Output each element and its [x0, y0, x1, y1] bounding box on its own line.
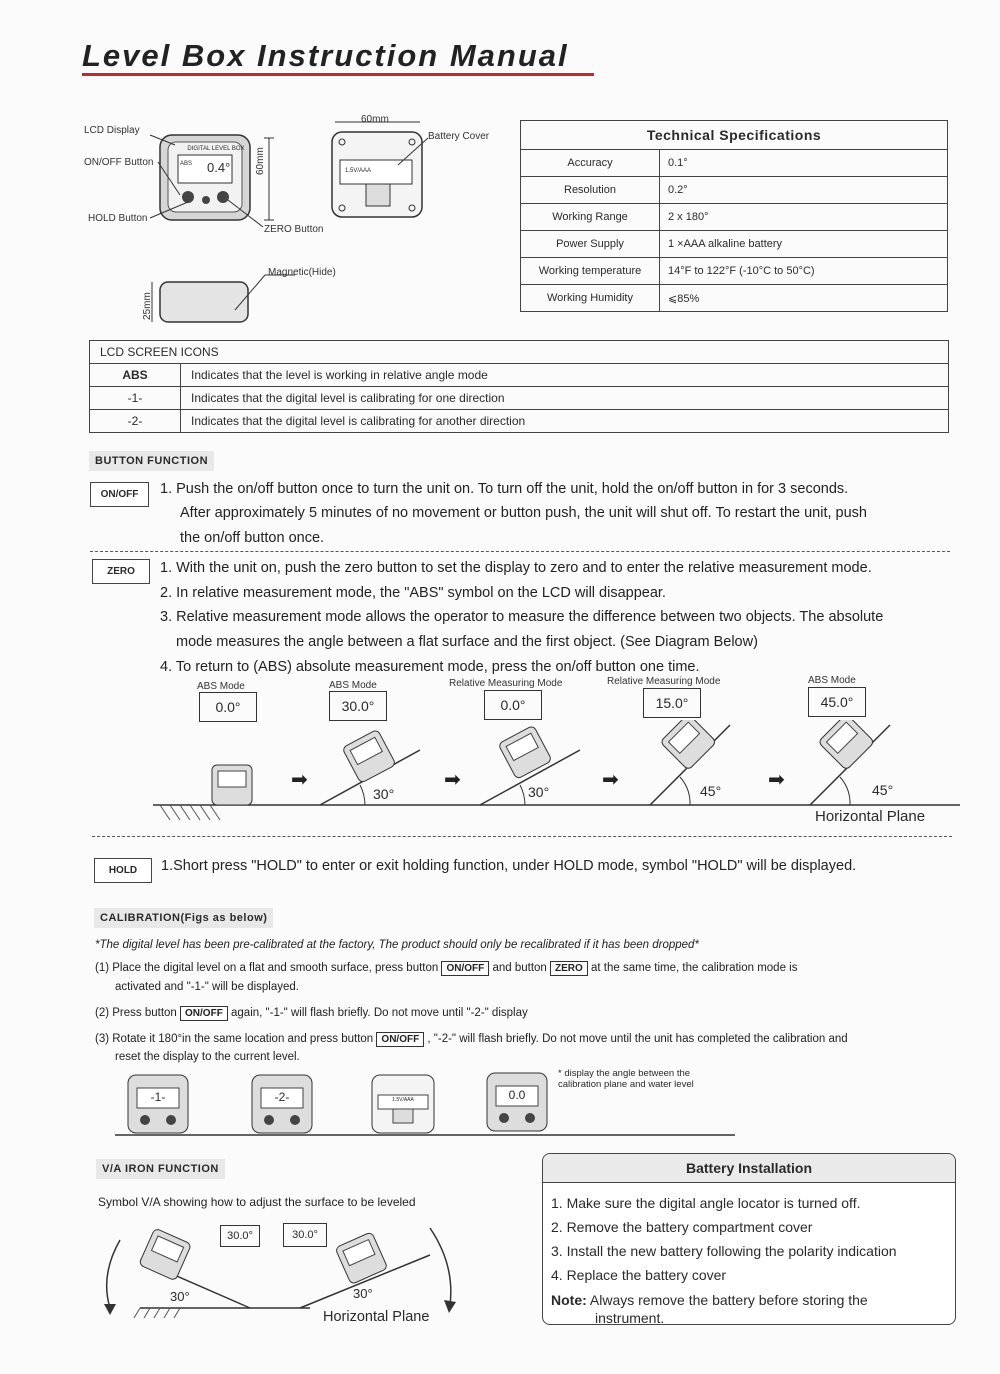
iron-display: 30.0° [283, 1223, 327, 1247]
battery-cover-label: Battery Cover [428, 131, 490, 142]
svg-text:➡: ➡ [291, 769, 308, 791]
horizontal-plane-label: Horizontal Plane [815, 808, 926, 825]
angle-label: 45° [872, 782, 894, 798]
table-row [521, 231, 948, 258]
list-item: 4. Replace the battery cover [551, 1267, 727, 1283]
table-row [521, 150, 948, 177]
spec-value: 14°F to 122°F (-10°C to 50°C) [660, 258, 948, 285]
svg-text:➡: ➡ [444, 769, 461, 791]
table-row [521, 177, 948, 204]
mode-label: ABS Mode [329, 680, 377, 691]
mode-display: 45.0° [808, 687, 866, 717]
spec-key: Resolution [521, 177, 660, 204]
mode-label: Relative Measuring Mode [607, 676, 721, 687]
spec-key: Working Humidity [521, 285, 660, 312]
onoff-line-2: After approximately 5 minutes of no movement or button push, the unit will shut off. To restart the unit, push [180, 505, 867, 521]
spec-key: Working Range [521, 204, 660, 231]
lcd-icons-heading: LCD SCREEN ICONS [90, 341, 949, 364]
icon-desc: Indicates that the digital level is calibrating for one direction [181, 387, 949, 410]
icon-key: ABS [90, 364, 181, 387]
table-row [521, 204, 948, 231]
step-text: at the same time, the calibration mode is [591, 962, 798, 974]
iron-symbol-line: Symbol V/A showing how to adjust the surface to be leveled [98, 1195, 416, 1209]
step-text: , "-2-" will flash briefly. Do not move until the unit has completed the calibration and [427, 1033, 848, 1045]
battery-heading: Battery Installation [543, 1154, 955, 1183]
table-row [90, 364, 949, 387]
calibration-fig-reading: -1- [150, 1090, 166, 1104]
table-row [521, 258, 948, 285]
button-function-heading: BUTTON FUNCTION [89, 451, 214, 471]
list-item: 2. Remove the battery compartment cover [551, 1219, 813, 1235]
calibration-step-3-cont: reset the display to the current level. [115, 1051, 300, 1063]
onoff-line-3: the on/off button once. [180, 530, 325, 546]
calibration-fig-note: * display the angle between the calibration plane and water level [558, 1068, 694, 1090]
inline-onoff-button: ON/OFF [376, 1032, 424, 1047]
calibration-step-1 [95, 961, 797, 976]
page-title: Level Box Instruction Manual [82, 38, 569, 73]
depth-dimension: 25mm [142, 292, 153, 320]
step-text: again, "-1-" will flash briefly. Do not move until "-2-" display [231, 1007, 528, 1019]
calibration-step-3 [95, 1032, 848, 1047]
onoff-button-label: ON/OFF Button [84, 157, 154, 168]
device-abs: ABS [180, 161, 193, 167]
table-row [521, 285, 948, 312]
calibration-fig-battery: 1.5V/AAA [392, 1097, 414, 1103]
zero-button-label: ZERO Button [264, 224, 324, 235]
device-battery-label: 1.5V/AAA [345, 168, 372, 174]
note-label: Note: [551, 1292, 587, 1308]
specs-heading: Technical Specifications [521, 121, 948, 150]
battery-installation-box [542, 1153, 956, 1325]
spec-key: Power Supply [521, 231, 660, 258]
inline-zero-button: ZERO [550, 961, 588, 976]
battery-steps [543, 1191, 955, 1287]
iron-display: 30.0° [220, 1225, 260, 1247]
zero-line-2: 2. In relative measurement mode, the "ABS" symbol on the LCD will disappear. [160, 585, 666, 601]
step-text: and button [492, 962, 547, 974]
device-brand: DIGITAL LEVEL BOX [187, 146, 245, 152]
icon-desc: Indicates that the level is working in relative angle mode [181, 364, 949, 387]
divider [90, 551, 950, 552]
mode-label: ABS Mode [197, 681, 245, 692]
title-underline [82, 73, 594, 76]
zero-line-3: 3. Relative measurement mode allows the operator to measure the difference between two objects. The absolute [160, 609, 884, 625]
iron-function-heading: V/A IRON FUNCTION [96, 1159, 225, 1179]
iron-horizontal-plane: Horizontal Plane [323, 1309, 430, 1325]
spec-value: 2 x 180° [660, 204, 948, 231]
angle-label: 30° [528, 784, 550, 800]
zero-button-box: ZERO [92, 559, 150, 584]
calibration-note: *The digital level has been pre-calibrated at the factory, The product should only be recalibrated if it has been dropped* [95, 939, 699, 951]
table-row [90, 410, 949, 433]
divider [92, 836, 952, 837]
hold-button-box: HOLD [94, 858, 152, 883]
lcd-icons-table [89, 340, 949, 433]
hold-line: 1.Short press "HOLD" to enter or exit holding function, under HOLD mode, symbol "HOLD" will be displayed. [161, 858, 857, 874]
spec-key: Accuracy [521, 150, 660, 177]
mode-display: 0.0° [199, 692, 257, 722]
calibration-step-1-cont: activated and "-1-" will be displayed. [115, 981, 299, 993]
lcd-display-label: LCD Display [84, 125, 140, 136]
mode-display: 30.0° [329, 691, 387, 721]
calibration-fig-reading: -2- [274, 1090, 290, 1104]
svg-text:➡: ➡ [768, 769, 785, 791]
mode-display: 15.0° [643, 688, 701, 718]
svg-text:➡: ➡ [602, 769, 619, 791]
table-row [90, 387, 949, 410]
zero-line-5: 4. To return to (ABS) absolute measurement mode, press the on/off button one time. [160, 659, 700, 675]
step-text: (1) Place the digital level on a flat and smooth surface, press button [95, 962, 439, 974]
step-text: (2) Press button [95, 1007, 177, 1019]
spec-value: 0.2° [660, 177, 948, 204]
onoff-button-box: ON/OFF [90, 482, 149, 507]
magnetic-label: Magnetic(Hide) [268, 267, 336, 278]
calibration-step-2 [95, 1006, 528, 1021]
zero-line-1: 1. With the unit on, push the zero button to set the display to zero and to enter the relative measurement mode. [160, 560, 872, 576]
height-dimension: 60mm [255, 147, 266, 175]
calibration-heading: CALIBRATION(Figs as below) [94, 908, 273, 928]
angle-label: 30° [373, 786, 395, 802]
spec-key: Working temperature [521, 258, 660, 285]
battery-note [543, 1291, 955, 1327]
mode-label: Relative Measuring Mode [449, 678, 563, 689]
technical-specifications-table [520, 120, 948, 312]
spec-value: 0.1° [660, 150, 948, 177]
inline-onoff-button: ON/OFF [441, 961, 489, 976]
note-text: Always remove the battery before storing the [589, 1292, 868, 1308]
onoff-line-1: 1. Push the on/off button once to turn the unit on. To turn off the unit, hold the on/off button in for 3 seconds. [160, 481, 849, 497]
list-item: 1. Make sure the digital angle locator is turned off. [551, 1195, 861, 1211]
mode-label: ABS Mode [808, 675, 856, 686]
list-item: 3. Install the new battery following the polarity indication [551, 1243, 897, 1259]
inline-onoff-button: ON/OFF [180, 1006, 228, 1021]
spec-value: ⩽85% [660, 285, 948, 312]
mode-display: 0.0° [484, 690, 542, 720]
icon-key: -2- [90, 410, 181, 433]
angle-label: 45° [700, 783, 722, 799]
zero-line-4: mode measures the angle between a flat surface and the first object. (See Diagram Below) [176, 634, 758, 650]
icon-key: -1- [90, 387, 181, 410]
icon-desc: Indicates that the digital level is calibrating for another direction [181, 410, 949, 433]
calibration-fig-reading: 0.0 [508, 1088, 526, 1102]
device-reading: 0.4° [207, 160, 231, 175]
spec-value: 1 ×AAA alkaline battery [660, 231, 948, 258]
iron-angle: 30° [353, 1286, 373, 1301]
width-dimension: 60mm [361, 114, 389, 125]
iron-angle: 30° [170, 1289, 190, 1304]
step-text: (3) Rotate it 180°in the same location and press button [95, 1033, 374, 1045]
note-text-cont: instrument. [595, 1310, 665, 1326]
hold-button-label: HOLD Button [88, 213, 148, 224]
